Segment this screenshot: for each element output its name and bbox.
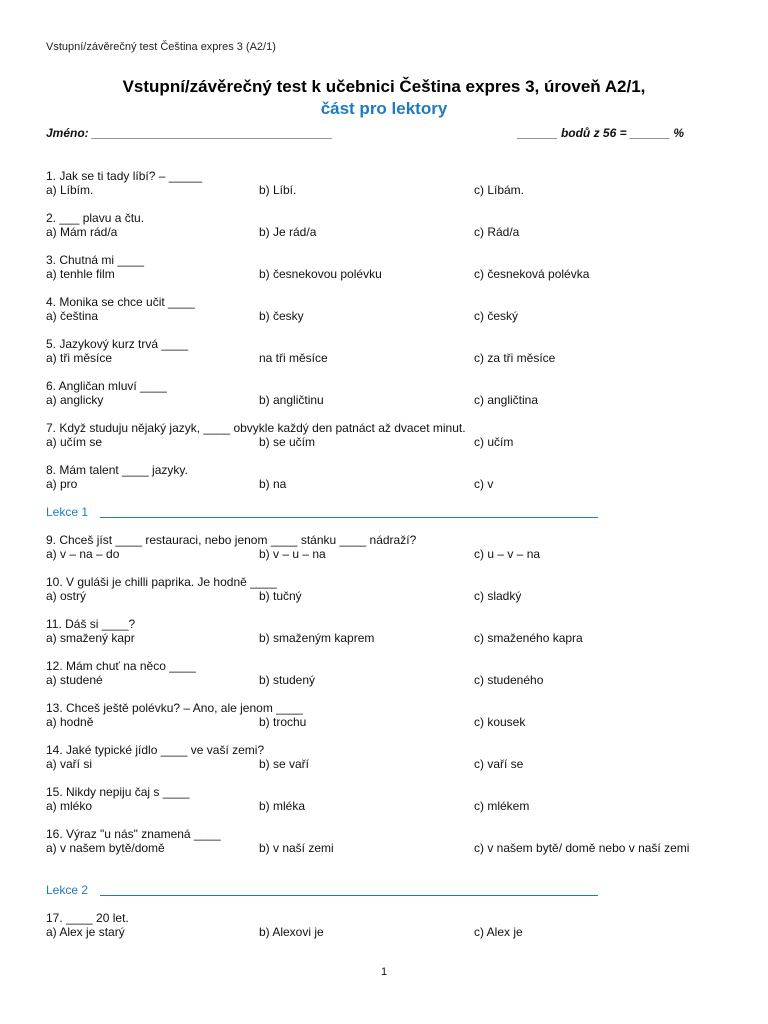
question-stem: 17. ____ 20 let. [46,911,129,925]
question-item [46,337,726,379]
answer-options [46,925,726,939]
question-item [46,575,726,617]
option-c: c) Líbám. [474,183,525,197]
option-a: a) v našem bytě/domě [46,841,165,855]
question-item [46,421,726,463]
option-c: c) česneková polévka [474,267,590,281]
question-item [46,533,726,575]
option-b: b) angličtinu [259,393,324,407]
question-item [46,911,726,953]
option-c: c) učím [474,435,514,449]
question-stem: 9. Chceš jíst ____ restauraci, nebo jenom ____ stánku ____ nádraží? [46,533,417,547]
question-stem: 12. Mám chuť na něco ____ [46,659,196,673]
option-a: a) mléko [46,799,93,813]
option-b: b) v naší zemi [259,841,334,855]
score-field-label: ______ bodů z 56 = ______ % [517,126,684,140]
question-item [46,169,726,211]
option-a: a) hodně [46,715,94,729]
option-a: a) Mám rád/a [46,225,118,239]
answer-options [46,715,726,729]
option-c: c) český [474,309,519,323]
option-b: b) se vaří [259,757,310,771]
question-stem: 14. Jaké typické jídlo ____ ve vaší zemi? [46,743,265,757]
option-c: c) v našem bytě/ domě nebo v naší zemi [474,841,690,855]
answer-options [46,393,726,407]
lesson-label: Lekce 1 [46,505,89,519]
lesson-2-heading [46,883,726,911]
answer-options [46,547,726,561]
answer-options [46,477,726,491]
page-header: Vstupní/závěrečný test Čeština expres 3 (A2/1) [46,41,276,53]
option-c: c) angličtina [474,393,539,407]
option-b: b) se učím [259,435,316,449]
option-b: b) Je rád/a [259,225,317,239]
question-stem: 15. Nikdy nepiju čaj s ____ [46,785,190,799]
question-item [46,701,726,743]
question-stem: 5. Jazykový kurz trvá ____ [46,337,189,351]
document-title [0,76,768,120]
answer-options [46,435,726,449]
question-stem: 7. Když studuju nějaký jazyk, ____ obvykle každý den patnáct až dvacet minut. [46,421,466,435]
question-item [46,463,726,505]
question-stem: 13. Chceš ještě polévku? – Ano, ale jenom ____ [46,701,303,715]
question-item [46,617,726,659]
option-a: a) čeština [46,309,99,323]
answer-options [46,183,726,197]
option-a: a) v – na – do [46,547,120,561]
answer-options [46,309,726,323]
answer-options [46,673,726,687]
option-c: c) kousek [474,715,526,729]
title-line-2: část pro lektory [320,99,448,118]
answer-options [46,589,726,603]
option-a: a) tři měsíce [46,351,113,365]
option-a: a) smažený kapr [46,631,135,645]
answer-options [46,267,726,281]
question-stem: 10. V guláši je chilli paprika. Je hodně ____ [46,575,277,589]
option-c: c) u – v – na [474,547,541,561]
option-b: b) česnekovou polévku [259,267,382,281]
question-stem: 8. Mám talent ____ jazyky. [46,463,188,477]
option-b: b) trochu [259,715,307,729]
option-b: b) v – u – na [259,547,326,561]
question-stem: 16. Výraz "u nás" znamená ____ [46,827,221,841]
lesson-label: Lekce 2 [46,883,89,897]
question-stem: 3. Chutná mi ____ [46,253,145,267]
option-a: a) vaří si [46,757,93,771]
question-item [46,295,726,337]
question-item [46,827,726,883]
option-c: c) za tři měsíce [474,351,556,365]
option-c: c) sladký [474,589,522,603]
answer-options [46,225,726,239]
option-b: b) Líbí. [259,183,297,197]
option-c: c) studeného [474,673,544,687]
option-a: a) studené [46,673,103,687]
question-item [46,743,726,785]
question-stem: 4. Monika se chce učit ____ [46,295,195,309]
question-stem: 2. ___ plavu a čtu. [46,211,145,225]
answer-options [46,841,726,855]
option-a: a) pro [46,477,78,491]
question-item [46,659,726,701]
answer-options [46,631,726,645]
option-c: c) Rád/a [474,225,520,239]
question-stem: 1. Jak se ti tady líbí? – _____ [46,169,203,183]
option-c: c) Alex je [474,925,523,939]
option-a: a) učím se [46,435,103,449]
title-line-1: Vstupní/závěrečný test k učebnici Čeština expres 3, úroveň A2/1, [122,77,646,96]
option-a: a) tenhle film [46,267,115,281]
option-b: b) smaženým kaprem [259,631,375,645]
answer-options [46,799,726,813]
meta-row [46,126,684,142]
option-a: a) anglicky [46,393,104,407]
option-b: b) na [259,477,287,491]
lesson-divider [100,517,598,518]
page-number: 1 [380,966,388,978]
option-a: a) ostrý [46,589,87,603]
option-c: c) mlékem [474,799,530,813]
option-b: b) česky [259,309,304,323]
option-c: c) smaženého kapra [474,631,583,645]
question-item [46,211,726,253]
question-item [46,785,726,827]
option-c: c) vaří se [474,757,524,771]
option-c: c) v [474,477,494,491]
option-b: b) mléka [259,799,306,813]
answer-options [46,757,726,771]
question-item [46,379,726,421]
lesson-1-heading [46,505,726,533]
option-a: a) Alex je starý [46,925,125,939]
option-b: b) studený [259,673,316,687]
name-field-label: Jméno: ____________________________________ [46,126,333,140]
question-stem: 6. Angličan mluví ____ [46,379,167,393]
option-a: a) Líbím. [46,183,94,197]
answer-options [46,351,726,365]
option-b: b) tučný [259,589,302,603]
question-item [46,253,726,295]
question-list [46,169,726,953]
question-stem: 11. Dáš si ____? [46,617,136,631]
option-b: na tři měsíce [259,351,328,365]
lesson-divider [100,895,598,896]
option-b: b) Alexovi je [259,925,324,939]
